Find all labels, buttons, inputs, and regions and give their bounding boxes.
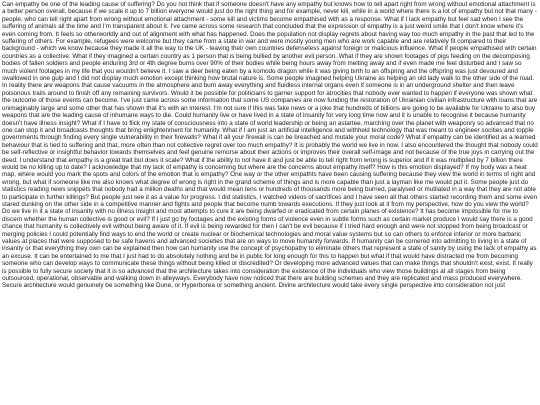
body-text: Can empathy be one of the leading cause of suffering? Do you not think that if someone doesn't have any empathy but knows how to tell apart right from wrong without emotional attachment is a better person overall, because if we scale it up to 7 billion everyone would just do the right thing and for example, never kill, while in a world where there is a lot of empathy but not that many - people, who can tell right apart from wrong without emotional attachment - some kill and victims become empathised with as a response. What if I lack empathy but feel sad when I see the suffering of animals all the time and I'm transparent about it. I've came across some research that concluded that the expression of empathy is a just weird smile that I don't know where it's even coming from. It feels so otherworldly and out of alignment with what has happened. Does the population not display regrets about having way too much empathy in the past that led to the suffering of others. For example, refugees were welcome but they came from a state in war and were mostly young men who are work capable and are relatively fit compared to their background - which we know because they made it all the way to the UK - leaving their own countries defenseless against foreign or malicious influence. What if people empathised with certain countries as a collective. What if they imagined a certain country as 1 person that is being bullied by another evil person. What if they are shown footages of pigs feeding on the decomposing bodies of fallen soldiers and people enduring 3rd or 4th degree burns over 90% of their bodies while being hours away from melting away and if even made me feel disturbed and I saw so much violent footages in my life that you wouldn't believe it. I saw a deer being eaten by a komodo dragon while it was giving birth to an offspring and the offspring was just devoured and swallowed in one gulp and I did not display much emotion except thinking how brutal nature is. Some people imagined helping Ukraine as helping an old lady walk to the other side of the road. In reality there are weapons that cause vacuums in the atmosphere and burn away everything and fluidless internal organs even if someone is in an underground shelter and then leave poisonous trails around to finish off any remaining survivors. Would it be possible for politicians to garner support for atrocities that nobody ever wanted to happen if everyone was shown what the outcome of those events can become. I've just came across some information that some US companies are now funding the restoration of Ukrainian civilian infrastructure with loans that are unimaginably large and some other that has shown that it's with an interest. I'm not sure if this was fake news or a joke that hundreds of billions are going to be available for Ukraine to also buy weapons that are the leading cause of inhumane ways to die. Could humanity live or have lived in a state of insanity for very long time now and it is unable to recognise it because humanity doesn't have illness insight? What if I have to flick my state of consciousness into a state of world leadership or being an astartee, marching over the planet with weaponry so advanced that no one can stop it and broadcasts thoughts that bring enlightenment for humanity. What if I am just an artificial intelligence and withheld technology that was meant to engineer socities and topple governments through finding every single vulnerability in their firewalls? What if all your firewall is can be breached and mutate your moral code? What if empathy can be identified as a learned behaviour that is tied to suffering and that, more often than not collective regret over too much empathy? It is probably the world we live in now. I also encountered the thought that nobody could be self-reflective or insightful behavior towards themselves and feel genuine remorse about their actions or improves their overall self-image and not because of the true joys in carrying out the deed. I understand that empathy is a great trait but does it scale? What if the ability to not have it and just be able to tell right from wrong is superior and if it was multiplied by 7 billion there would be no killing up to date? I acknowledge that my lack of empathy is concerning but where are the concerns about empathy itself? How is this emotion displayed? If my body was a heat map, where would you mark the spots and colors of the emotion that is empathy? One way or the other empathts have been causing suffering because they view the world in terms of right and wrong, but what if someone like me also knows what degree of wrong is right in the grand scheme of things and is more capable than just a layman like me would put it. Some people just do statistics reading news snippets that nobody had a million deaths and that would mean tens or hundreds of thousands more being burned, paralysed or mutilated in a way that they are not able to participate in further killings? But people just see it as a value for progress. I did statistics, I watched videos of sacrifices and I have seen all that others started recording them and some even stared dunking on the other side in a competitive manner and fights and people that become numb towards executions. If they just look at it from my perspective, how do you view the world? Do we live in it a state of insanity with no illness insight and most attempts to cure it are being dwarfed or eradicated from certain planes of existence? It has become impossible for me to discern whether the human collective is good or evil? If I just go by footages and the existing forms of violence even in subtle forms such as certain market produce I would say there is a good chance that humanity is collectively evil without being aware of it. If evil is being rewarded for then I can't be evil because if I tried hard enough and were not stopped from being broadcast or merging policies I could potentially find ways to end the world or create nuclear or biochemical technologies and moral value systems but so can others to enforce inferior or more barbaric values at places that were supposed to be safe havens and advanced societies that are on ways to move humanity forwards. If humanity can be cornered into admitting to living in a state of insanity or that everything they own can be explained then how can humanity use the concept of psychopathy to eliminate others that represent a state of sanity by using the lack of empathy as an excuse. It can be entertained to me that I just had to do absolutely nothing and be in public for long enough for this to happen but what if that would have distracted me from becoming someone who can develop ways to communicate these things without being killed or discredited? Or developing more advanced values that can make things that shouldn't exist, exist. It really is possible to fully secure society that it is so advanced that the architecture takes into consideration the existence of the individuals who view those buildings at all stages from being outsourced, operational, observable and walking down in alleyways. Everybody have now noticed that there are building schemes and they are replicated and mass produced everywhere. Secure architecture would genuinely be something like Dune, or Hyperborea or something ancient. Divine architecture would take every single perspective into consideration not just [2,1,538,290]
